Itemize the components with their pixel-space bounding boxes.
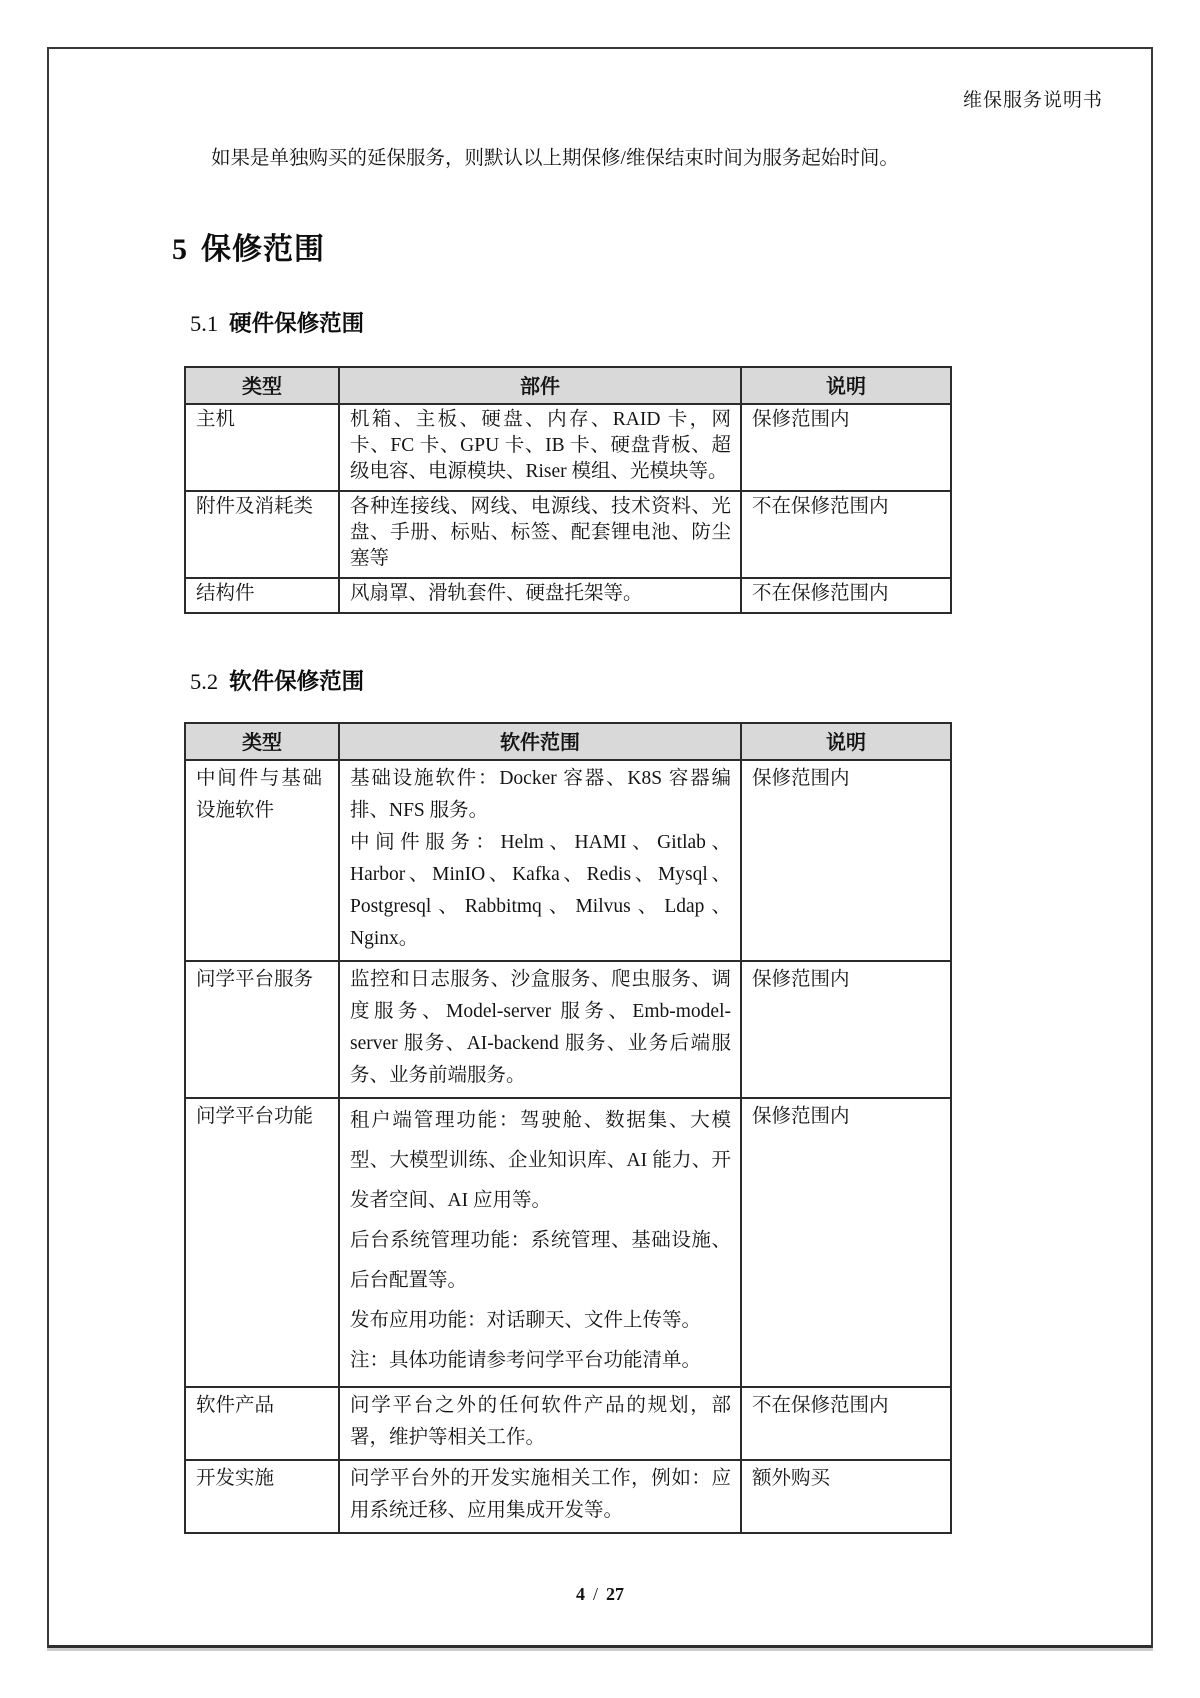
content-cell [339,961,741,1098]
intro-paragraph: 如果是单独购买的延保服务，则默认以上期保修/维保结束时间为服务起始时间。 [211,148,899,169]
content-paragraph: 发布应用功能：对话聊天、文件上传等。 [350,1310,702,1331]
table-row [185,1098,951,1387]
column-header-scope: 软件范围 [339,723,741,760]
page-number-separator: / [592,1584,598,1604]
subsection-number: 5.1 [190,311,219,336]
page-footer [49,1584,1151,1605]
running-header: 维保服务说明书 [962,90,1103,111]
subsection-number: 5.2 [190,669,219,694]
content-paragraph: 租户端管理功能：驾驶舱、数据集、大模型、大模型训练、企业知识库、AI 能力、开发者空间、AI 应用等。 [350,1110,731,1211]
content-cell [339,1460,741,1533]
type-cell: 附件及消耗类 [185,491,339,578]
subsection-title: 软件保修范围 [229,669,365,694]
subsection-heading-software [190,664,1033,696]
content-cell [339,1387,741,1460]
total-pages: 27 [606,1584,624,1604]
note-cell: 保修范围内 [741,1098,951,1387]
content-paragraph: 问学平台外的开发实施相关工作，例如：应用系统迁移、应用集成开发等。 [350,1468,731,1521]
table-row [185,1460,951,1533]
table-header-row [185,367,951,404]
column-header-type: 类型 [185,367,339,404]
content-cell [339,578,741,613]
content-cell [339,491,741,578]
note-cell: 保修范围内 [741,961,951,1098]
column-header-note: 说明 [741,723,951,760]
type-cell: 结构件 [185,578,339,613]
content-paragraph: 各种连接线、网线、电源线、技术资料、光盘、手册、标贴、标签、配套锂电池、防尘塞等 [350,496,731,569]
content-paragraph: 后台系统管理功能：系统管理、基础设施、后台配置等。 [350,1230,731,1291]
type-cell: 开发实施 [185,1460,339,1533]
type-cell: 问学平台功能 [185,1098,339,1387]
table-row [185,578,951,613]
table-row [185,1387,951,1460]
content-paragraph: 机箱、主板、硬盘、内存、RAID 卡，网卡、FC 卡、GPU 卡、IB 卡、硬盘背板、超级电容、电源模块、Riser 模组、光模块等。 [350,409,731,482]
table-row [185,491,951,578]
type-cell: 问学平台服务 [185,961,339,1098]
content-paragraph: 基础设施软件：Docker 容器、K8S 容器编排、NFS 服务。 [350,768,731,821]
subsection-title: 硬件保修范围 [229,311,365,336]
type-cell: 中间件与基础设施软件 [185,760,339,961]
note-cell: 额外购买 [741,1460,951,1533]
content-paragraph: 问学平台之外的任何软件产品的规划，部署，维护等相关工作。 [350,1395,731,1448]
section-heading [172,224,1033,268]
content-paragraph: 监控和日志服务、沙盒服务、爬虫服务、调度服务、Model-server 服务、Emb-model-server 服务、AI-backend 服务、业务后端服务、业务前端服务。 [350,969,731,1086]
table-row [185,961,951,1098]
subsection-heading-hardware [190,306,1033,338]
table-header-row [185,723,951,760]
page-sheet [47,47,1153,1648]
table-row [185,404,951,491]
section-number: 5 [172,233,188,266]
content-paragraph: 注：具体功能请参考问学平台功能清单。 [350,1350,702,1371]
note-cell: 不在保修范围内 [741,491,951,578]
content-cell [339,404,741,491]
content-cell [339,760,741,961]
content-paragraph: 中间件服务：Helm、HAMI、Gitlab、Harbor、MinIO、Kafka、Redis、Mysql、Postgresql、Rabbitmq、Milvus、Ldap、Nginx。 [350,832,731,949]
page-content [49,143,1151,1534]
content-paragraph: 风扇罩、滑轨套件、硬盘托架等。 [350,583,643,604]
type-cell: 软件产品 [185,1387,339,1460]
hardware-warranty-table [184,366,952,614]
content-cell [339,1098,741,1387]
note-cell: 保修范围内 [741,760,951,961]
column-header-parts: 部件 [339,367,741,404]
type-cell: 主机 [185,404,339,491]
note-cell: 保修范围内 [741,404,951,491]
table-row [185,760,951,961]
software-warranty-table [184,722,952,1534]
page-number: 4 [575,1584,585,1604]
column-header-type: 类型 [185,723,339,760]
column-header-note: 说明 [741,367,951,404]
note-cell: 不在保修范围内 [741,578,951,613]
note-cell: 不在保修范围内 [741,1387,951,1460]
section-title: 保修范围 [201,233,325,266]
